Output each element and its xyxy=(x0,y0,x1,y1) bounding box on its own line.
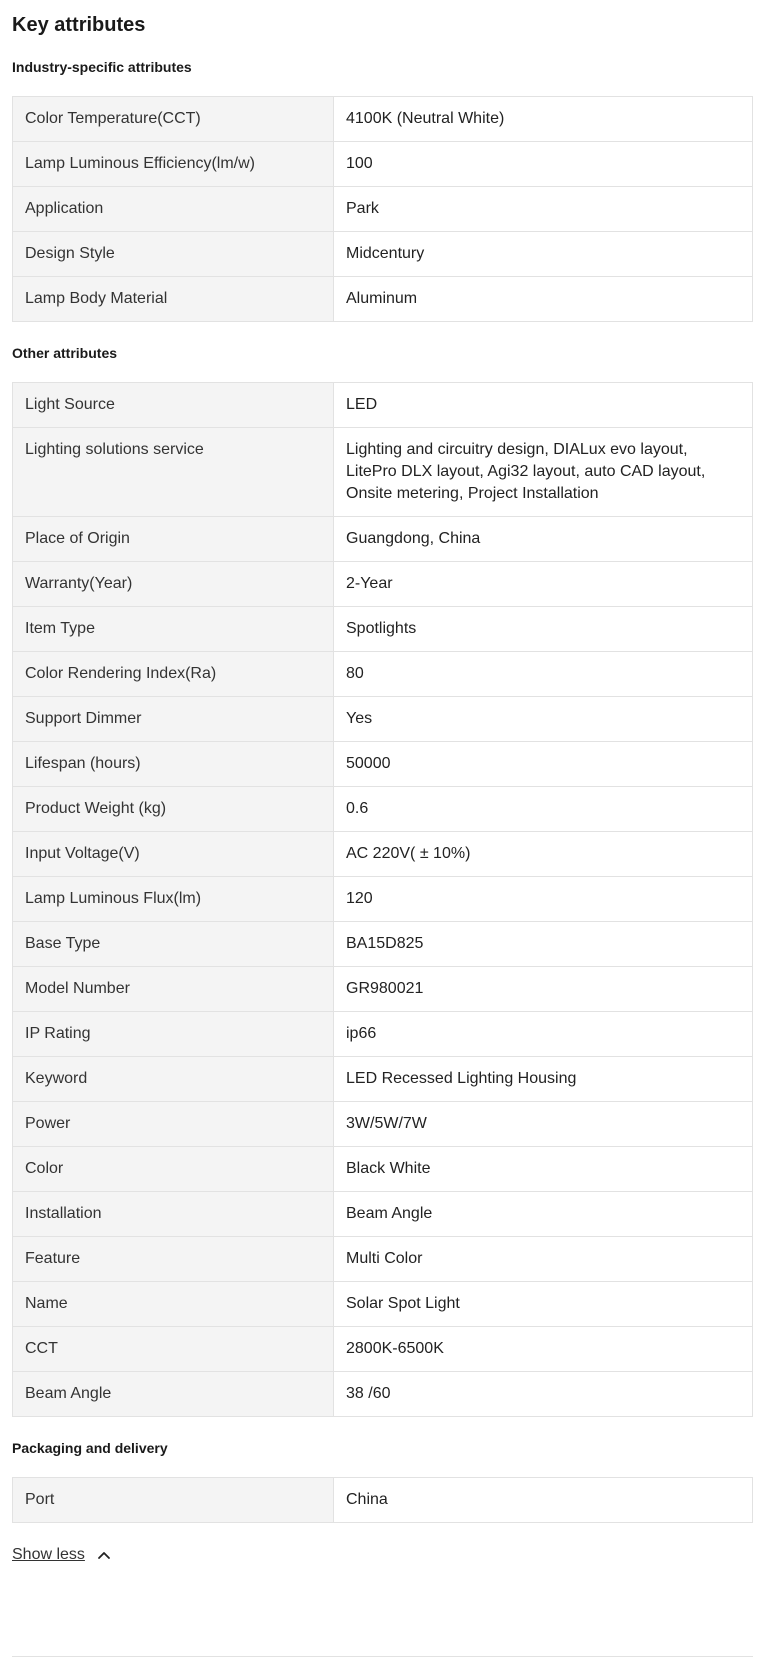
table-row xyxy=(13,428,753,517)
table-row xyxy=(13,277,753,322)
table-row xyxy=(13,1102,753,1147)
attribute-name: Base Type xyxy=(13,922,334,967)
table-row xyxy=(13,187,753,232)
attribute-value: LED Recessed Lighting Housing xyxy=(334,1057,753,1102)
table-row xyxy=(13,832,753,877)
table-row xyxy=(13,1282,753,1327)
attribute-name: Item Type xyxy=(13,607,334,652)
attribute-value: 120 xyxy=(334,877,753,922)
attribute-value: BA15D825 xyxy=(334,922,753,967)
attribute-value: 0.6 xyxy=(334,787,753,832)
attribute-name: Design Style xyxy=(13,232,334,277)
table-row xyxy=(13,1012,753,1057)
table-row xyxy=(13,652,753,697)
attribute-value: 2800K-6500K xyxy=(334,1327,753,1372)
attribute-value: 80 xyxy=(334,652,753,697)
attribute-name: Input Voltage(V) xyxy=(13,832,334,877)
attribute-name: Color Rendering Index(Ra) xyxy=(13,652,334,697)
attribute-name: Port xyxy=(13,1478,334,1523)
table-row xyxy=(13,1478,753,1523)
table-row xyxy=(13,232,753,277)
table-row xyxy=(13,383,753,428)
table-row xyxy=(13,742,753,787)
table-row xyxy=(13,562,753,607)
table-row xyxy=(13,967,753,1012)
table-row xyxy=(13,1192,753,1237)
attribute-name: Lifespan (hours) xyxy=(13,742,334,787)
table-row xyxy=(13,517,753,562)
attribute-name: CCT xyxy=(13,1327,334,1372)
attribute-name: Beam Angle xyxy=(13,1372,334,1417)
attribute-value: Multi Color xyxy=(334,1237,753,1282)
attribute-value: Solar Spot Light xyxy=(334,1282,753,1327)
table-row xyxy=(13,787,753,832)
attributes-table-packaging xyxy=(12,1477,753,1523)
attribute-value: Lighting and circuitry design, DIALux evo layout, LitePro DLX layout, Agi32 layout, auto CAD layout, Onsite metering, Project Installation xyxy=(334,428,753,517)
attribute-value: 3W/5W/7W xyxy=(334,1102,753,1147)
attribute-name: Support Dimmer xyxy=(13,697,334,742)
table-row xyxy=(13,1372,753,1417)
attribute-name: Lamp Luminous Efficiency(lm/w) xyxy=(13,142,334,187)
attribute-value: 2-Year xyxy=(334,562,753,607)
section-title-packaging: Packaging and delivery xyxy=(12,1440,168,1456)
attribute-value: LED xyxy=(334,383,753,428)
attribute-value: Yes xyxy=(334,697,753,742)
table-row xyxy=(13,1327,753,1372)
table-row xyxy=(13,922,753,967)
divider xyxy=(12,1656,753,1657)
attributes-table-other xyxy=(12,382,753,1417)
attribute-name: Place of Origin xyxy=(13,517,334,562)
attribute-value: Guangdong, China xyxy=(334,517,753,562)
table-row xyxy=(13,97,753,142)
table-row xyxy=(13,1057,753,1102)
attribute-value: AC 220V( ± 10%) xyxy=(334,832,753,877)
attribute-name: Power xyxy=(13,1102,334,1147)
attribute-name: Feature xyxy=(13,1237,334,1282)
section-title-other: Other attributes xyxy=(12,345,118,361)
attribute-name: Name xyxy=(13,1282,334,1327)
table-row xyxy=(13,1147,753,1192)
attribute-name: Light Source xyxy=(13,383,334,428)
attribute-name: Application xyxy=(13,187,334,232)
section-title-industry: Industry-specific attributes xyxy=(12,59,192,75)
attribute-name: Lamp Body Material xyxy=(13,277,334,322)
attribute-value: 38 /60 xyxy=(334,1372,753,1417)
attribute-value: China xyxy=(334,1478,753,1523)
attributes-table-industry xyxy=(12,96,753,322)
attribute-name: Warranty(Year) xyxy=(13,562,334,607)
table-row xyxy=(13,1237,753,1282)
table-row xyxy=(13,142,753,187)
show-less-button[interactable] xyxy=(12,1544,111,1566)
chevron-up-icon xyxy=(97,1548,111,1562)
attribute-value: Midcentury xyxy=(334,232,753,277)
show-less-label: Show less xyxy=(12,1546,85,1563)
attribute-name: Color Temperature(CCT) xyxy=(13,97,334,142)
table-row xyxy=(13,607,753,652)
attribute-value: Park xyxy=(334,187,753,232)
attribute-value: 50000 xyxy=(334,742,753,787)
attribute-name: Installation xyxy=(13,1192,334,1237)
attribute-value: Spotlights xyxy=(334,607,753,652)
table-row xyxy=(13,877,753,922)
attribute-name: IP Rating xyxy=(13,1012,334,1057)
attribute-value: Black White xyxy=(334,1147,753,1192)
attribute-name: Lighting solutions service xyxy=(13,428,334,517)
attribute-value: 100 xyxy=(334,142,753,187)
page-title: Key attributes xyxy=(12,14,146,36)
attribute-value: ip66 xyxy=(334,1012,753,1057)
attribute-name: Lamp Luminous Flux(lm) xyxy=(13,877,334,922)
attribute-value: 4100K (Neutral White) xyxy=(334,97,753,142)
attribute-name: Product Weight (kg) xyxy=(13,787,334,832)
attribute-name: Keyword xyxy=(13,1057,334,1102)
attribute-value: Beam Angle xyxy=(334,1192,753,1237)
attribute-name: Color xyxy=(13,1147,334,1192)
attribute-name: Model Number xyxy=(13,967,334,1012)
attribute-value: Aluminum xyxy=(334,277,753,322)
attribute-value: GR980021 xyxy=(334,967,753,1012)
table-row xyxy=(13,697,753,742)
